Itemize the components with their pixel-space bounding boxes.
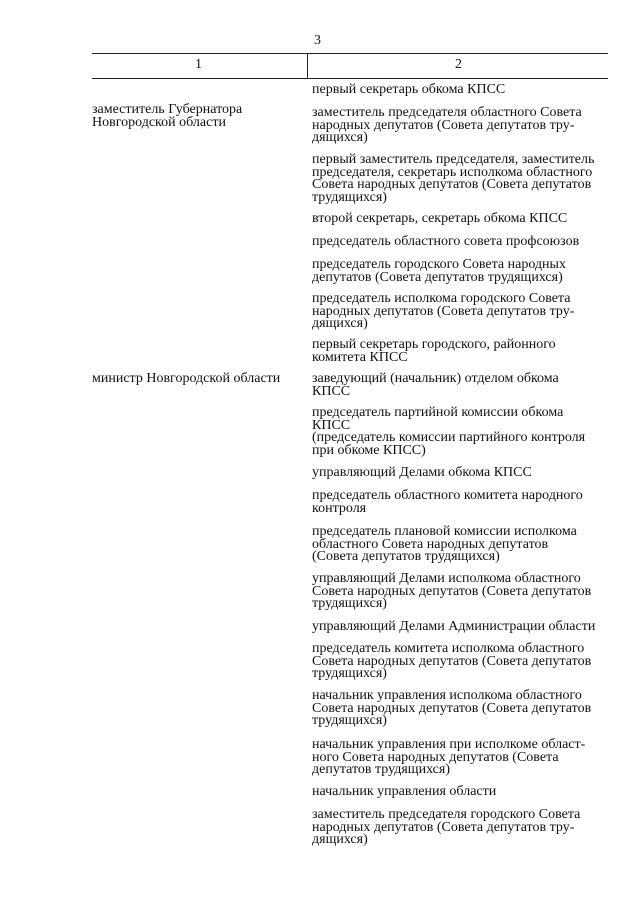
cell-line: (председатель комиссии партийного контроля bbox=[312, 430, 586, 445]
cell-line: начальник управления области bbox=[312, 784, 497, 799]
column-divider bbox=[307, 53, 308, 78]
left-cell-deputy-governor bbox=[92, 104, 242, 129]
cell-line: председатель исполкома городского Совета bbox=[312, 291, 571, 306]
cell-line: второй секретарь, секретарь обкома КПСС bbox=[312, 211, 568, 226]
cell-line: народных депутатов (Совета депутатов тру- bbox=[312, 117, 575, 133]
cell-line: (Совета депутатов трудящихся) bbox=[312, 549, 500, 564]
cell-line: заместитель председателя городского Совета bbox=[312, 807, 581, 822]
cell-line: КПСС bbox=[312, 417, 351, 433]
right-cell bbox=[312, 236, 608, 249]
column-header-2: 2 bbox=[455, 57, 462, 72]
cell-line: председатель плановой комиссии исполкома bbox=[312, 524, 577, 539]
cell-line: Совета народных депутатов (Совета депутатов bbox=[312, 177, 592, 192]
cell-line: дящихся) bbox=[312, 316, 368, 331]
cell-line: дящихся) bbox=[312, 832, 368, 847]
cell-line: управляющий Делами исполкома областного bbox=[312, 571, 581, 586]
right-cell bbox=[312, 213, 608, 226]
cell-line: заместитель председателя областного Совета bbox=[312, 105, 582, 120]
cell-line: первый секретарь обкома КПСС bbox=[312, 82, 506, 97]
cell-line: председатель партийной комиссии обкома bbox=[312, 405, 564, 420]
page-number: 3 bbox=[314, 33, 321, 48]
cell-line: начальник управления исполкома областного bbox=[312, 688, 582, 703]
cell-line: председатель областного комитета народного bbox=[312, 488, 583, 503]
cell-line: управляющий Делами Администрации области bbox=[312, 619, 596, 634]
cell-line: при обкоме КПСС) bbox=[312, 442, 426, 458]
cell-line: областного Совета народных депутатов bbox=[312, 536, 549, 552]
cell-line: заведующий (начальник) отделом обкома bbox=[312, 371, 559, 386]
cell-line: председатель областного совета профсоюзов bbox=[312, 234, 580, 249]
cell-line: комитета КПСС bbox=[312, 349, 408, 365]
left-cell-minister bbox=[92, 373, 280, 386]
cell-line: председатель комитета исполкома областного bbox=[312, 641, 585, 656]
right-cell bbox=[312, 526, 608, 564]
cell-line: трудящихся) bbox=[312, 713, 387, 728]
cell-line: председателя, секретарь исполкома областного bbox=[312, 164, 593, 180]
cell-line: трудящихся) bbox=[312, 189, 387, 205]
right-cell bbox=[312, 293, 608, 331]
cell-line: депутатов (Совета депутатов трудящихся) bbox=[312, 269, 563, 285]
right-cell bbox=[312, 84, 608, 97]
cell-line: трудящихся) bbox=[312, 666, 387, 681]
right-cell bbox=[312, 107, 608, 145]
right-cell bbox=[312, 407, 608, 457]
cell-line: ного Совета народных депутатов (Совета bbox=[312, 749, 559, 765]
table-top-rule bbox=[92, 53, 608, 54]
cell-line: Совета народных депутатов (Совета депутатов bbox=[312, 700, 592, 716]
cell-line: депутатов трудящихся) bbox=[312, 762, 450, 777]
cell-line: дящихся) bbox=[312, 130, 368, 145]
cell-line: заместитель Губернатора bbox=[92, 102, 243, 117]
right-cell bbox=[312, 573, 608, 611]
cell-line: Совета народных депутатов (Совета депутатов bbox=[312, 583, 592, 599]
column-header-1: 1 bbox=[195, 57, 202, 72]
cell-line: Совета народных депутатов (Совета депутатов bbox=[312, 653, 592, 669]
right-cell bbox=[312, 467, 608, 480]
cell-line: первый секретарь городского, районного bbox=[312, 337, 556, 352]
right-cell bbox=[312, 259, 608, 284]
cell-line: КПСС bbox=[312, 383, 351, 399]
right-cell bbox=[312, 373, 608, 398]
right-cell bbox=[312, 339, 608, 364]
cell-line: управляющий Делами обкома КПСС bbox=[312, 465, 532, 480]
cell-line: первый заместитель председателя, заместитель bbox=[312, 152, 595, 167]
cell-line: трудящихся) bbox=[312, 596, 387, 611]
right-cell bbox=[312, 490, 608, 515]
right-cell bbox=[312, 786, 608, 799]
cell-line: народных депутатов (Совета депутатов тру- bbox=[312, 819, 575, 835]
cell-line: народных депутатов (Совета депутатов тру- bbox=[312, 303, 575, 319]
cell-line: начальник управления при исполкоме облаcт- bbox=[312, 737, 586, 752]
right-cell bbox=[312, 690, 608, 728]
right-cell bbox=[312, 154, 608, 204]
right-cell bbox=[312, 739, 608, 777]
right-cell bbox=[312, 621, 608, 634]
right-cell bbox=[312, 643, 608, 681]
cell-line: министр Новгородской области bbox=[92, 371, 281, 386]
cell-line: председатель городского Совета народных bbox=[312, 257, 566, 272]
right-cell bbox=[312, 809, 608, 847]
cell-line: Новгородской области bbox=[92, 114, 226, 130]
table-header-rule bbox=[92, 78, 608, 79]
cell-line: контроля bbox=[312, 500, 367, 516]
